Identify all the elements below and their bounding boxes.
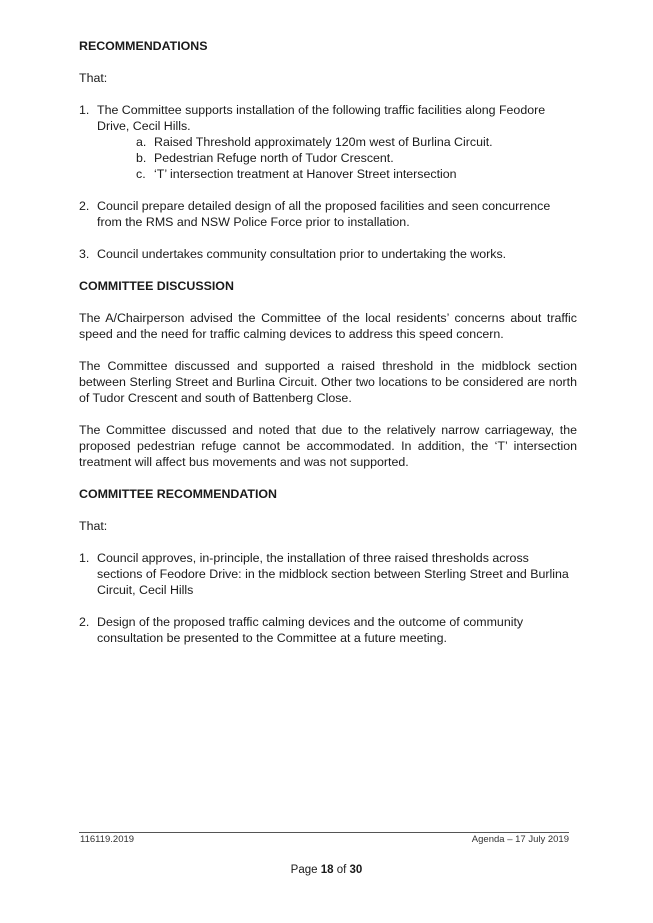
sub-item-a — [79, 134, 577, 150]
sub-item-letter: a. — [136, 135, 147, 149]
recommendations-heading: RECOMMENDATIONS — [79, 39, 208, 53]
committee-recommendation-item-1 — [79, 550, 577, 598]
discussion-paragraph-3: The Committee discussed and noted that due to the relatively narrow carriageway, the proposed pedestrian refuge cannot be accommodated. In addition, the ‘T’ intersection treatment will affect bus movements and was not supported. — [79, 423, 577, 469]
item-number: 3. — [79, 247, 90, 261]
item-text: Design of the proposed traffic calming devices and the outcome of community consultation be presented to the Committee at a future meeting. — [97, 615, 524, 645]
item-text: Council prepare detailed design of all the proposed facilities and seen concurrence from the RMS and NSW Police Force prior to installation. — [97, 199, 551, 229]
page-current: 18 — [320, 864, 334, 876]
sub-item-letter: c. — [136, 167, 146, 181]
footer-reference: 116119.2019 — [80, 834, 135, 845]
sub-item-text: Pedestrian Refuge north of Tudor Crescent. — [154, 151, 394, 165]
discussion-paragraph-2: The Committee discussed and supported a raised threshold in the midblock section between Sterling Street and Burlina Circuit. Other two locations to be considered are north of Tudor Crescent and south of Battenberg Close. — [79, 359, 577, 405]
recommendation-item-2 — [79, 198, 577, 230]
sub-item-letter: b. — [136, 151, 147, 165]
sub-item-text: ‘T’ intersection treatment at Hanover Street intersection — [154, 167, 457, 181]
committee-recommendation-heading: COMMITTEE RECOMMENDATION — [79, 487, 278, 501]
page-total: 30 — [349, 864, 363, 876]
item-text: The Committee supports installation of the following traffic facilities along Feodore Drive, Cecil Hills. — [97, 103, 546, 133]
sub-item-b — [79, 150, 577, 166]
committee-recommendation-item-2 — [79, 614, 577, 646]
item-text: Council undertakes community consultation prior to undertaking the works. — [97, 247, 507, 261]
recommendation-item-1 — [79, 102, 577, 134]
page-prefix: Page — [290, 864, 321, 876]
item-text: Council approves, in-principle, the installation of three raised thresholds across sections of Feodore Drive: in the midblock section between Sterling Street and Burlina Circuit, Cecil Hills — [97, 551, 569, 597]
document-body — [79, 38, 577, 646]
item-number: 2. — [79, 199, 90, 213]
discussion-heading: COMMITTEE DISCUSSION — [79, 279, 234, 293]
item-number: 2. — [79, 615, 90, 629]
footer-agenda-date: Agenda – 17 July 2019 — [471, 834, 569, 845]
footer-divider — [79, 832, 569, 833]
recommendation-item-3 — [79, 246, 577, 262]
item-number: 1. — [79, 103, 90, 117]
page-number — [0, 864, 653, 876]
sub-item-text: Raised Threshold approximately 120m west of Burlina Circuit. — [154, 135, 493, 149]
committee-recommendation-intro: That: — [79, 519, 108, 533]
page-middle: of — [333, 864, 350, 876]
discussion-paragraph-1: The A/Chairperson advised the Committee of the local residents’ concerns about traffic speed and the need for traffic calming devices to address this speed concern. — [79, 311, 577, 341]
item-number: 1. — [79, 551, 90, 565]
sub-item-c — [79, 166, 577, 182]
recommendations-intro: That: — [79, 71, 108, 85]
